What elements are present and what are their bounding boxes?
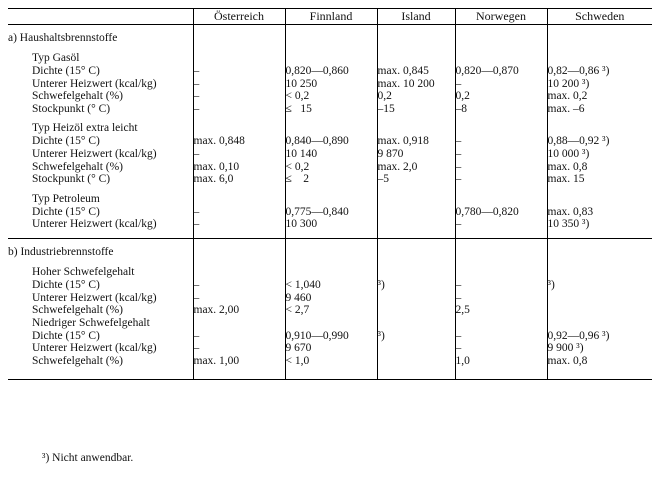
group-title-pad [285, 193, 377, 206]
spacer-cell [547, 45, 652, 52]
row-value: ≤ 15 [285, 103, 377, 116]
row-value: 10 200 ³) [547, 78, 652, 91]
group-title: Typ Gasöl [32, 52, 80, 64]
row-value: – [193, 103, 285, 116]
spacer-cell [455, 115, 547, 122]
row-value: 1,0 [455, 355, 547, 368]
row-value: 0,2 [455, 90, 547, 103]
spacer [8, 231, 652, 239]
group-title-row [8, 266, 652, 279]
table-row [8, 342, 652, 355]
group-title-pad [455, 266, 547, 279]
row-value: ≤ 2 [285, 173, 377, 186]
row-value: 0,92—0,96 ³) [547, 330, 652, 343]
row-value: – [193, 90, 285, 103]
group-title-pad [377, 52, 455, 65]
spacer-cell [377, 25, 455, 33]
table-bottom-border [8, 380, 652, 381]
row-value: – [455, 135, 547, 148]
spacer-cell [285, 45, 377, 52]
group-title-pad [377, 193, 455, 206]
section-title-a: a) Haushaltsbrennstoffe [8, 32, 118, 44]
row-value: max. 0,848 [193, 135, 285, 148]
row-value: – [455, 279, 547, 292]
group-title-pad [455, 122, 547, 135]
row-value: max. 15 [547, 173, 652, 186]
group-title: Typ Petroleum [32, 192, 100, 205]
group-title: Niedriger Schwefelgehalt [32, 316, 150, 329]
row-value: max. 0,918 [377, 135, 455, 148]
row-label: Stockpunkt (° C) [32, 173, 111, 186]
spacer-cell [193, 25, 285, 33]
row-value: max. 0,8 [547, 161, 652, 174]
footnote: ³) Nicht anwendbar. [42, 452, 134, 464]
row-value: max. 10 200 [377, 78, 455, 91]
row-value: – [193, 218, 285, 231]
group-title-pad [455, 52, 547, 65]
spacer [8, 239, 652, 246]
row-value: 0,82—0,86 ³) [547, 65, 652, 78]
spacer-cell [377, 45, 455, 52]
row-value: max. –6 [547, 103, 652, 116]
section-title-pad [455, 246, 547, 259]
group-title: Hoher Schwefelgehalt [32, 265, 135, 278]
divider-cell [377, 380, 455, 381]
table-row [8, 330, 652, 343]
header-cell-finnland: Finnland [285, 9, 377, 25]
row-value: ³) [547, 279, 652, 292]
group-title-pad [285, 122, 377, 135]
group-title-pad [285, 52, 377, 65]
row-value: < 1,040 [285, 279, 377, 292]
row-value: < 0,2 [285, 90, 377, 103]
table-row [8, 173, 652, 186]
table-row [8, 78, 652, 91]
header-cell-island: Island [377, 9, 455, 25]
row-value: – [193, 342, 285, 355]
spacer-cell [8, 259, 193, 266]
group-title-pad [377, 122, 455, 135]
spacer-cell [455, 45, 547, 52]
table-row [8, 304, 652, 317]
row-value: 10 140 [285, 148, 377, 161]
spacer-cell [285, 368, 377, 380]
row-value [547, 292, 652, 305]
group-title-pad [193, 193, 285, 206]
row-value: 9 870 [377, 148, 455, 161]
spacer-cell [8, 25, 193, 33]
group-title-pad [455, 193, 547, 206]
group-title-pad [547, 266, 652, 279]
section-title-pad [193, 32, 285, 45]
group-title-pad [377, 266, 455, 279]
row-value: < 0,2 [285, 161, 377, 174]
row-value: max. 0,10 [193, 161, 285, 174]
section-title-pad [455, 32, 547, 45]
table-row [8, 65, 652, 78]
row-value: ³) [377, 330, 455, 343]
spacer-cell [547, 239, 652, 246]
group-title-row [8, 317, 652, 330]
specification-table [8, 8, 652, 380]
row-label: Schwefelgehalt (%) [32, 304, 124, 317]
spacer-cell [377, 115, 455, 122]
spacer-cell [547, 231, 652, 239]
table-header-row [8, 9, 652, 25]
table-row [8, 279, 652, 292]
row-label: Stockpunkt (° C) [32, 102, 111, 115]
spacer-cell [193, 45, 285, 52]
row-label: Schwefelgehalt (%) [32, 90, 124, 103]
table-row [8, 135, 652, 148]
group-title-pad [547, 317, 652, 330]
row-value: – [193, 65, 285, 78]
section-title-row-b [8, 246, 652, 259]
row-value: 0,820—0,860 [285, 65, 377, 78]
row-value: ³) [377, 279, 455, 292]
spacer-cell [8, 368, 193, 380]
spacer-cell [547, 25, 652, 33]
group-title-pad [193, 317, 285, 330]
row-value: max. 0,83 [547, 206, 652, 219]
group-title-pad [285, 317, 377, 330]
row-value [377, 304, 455, 317]
row-value: 10 350 ³) [547, 218, 652, 231]
row-label: Unterer Heizwert (kcal/kg) [32, 342, 157, 355]
group-title-pad [547, 52, 652, 65]
row-value: – [455, 218, 547, 231]
spacer-cell [377, 186, 455, 193]
table-row [8, 103, 652, 116]
spacer-cell [547, 259, 652, 266]
row-label: Dichte (15° C) [32, 205, 100, 218]
row-value: – [455, 330, 547, 343]
table-row [8, 90, 652, 103]
row-value: 9 460 [285, 292, 377, 305]
row-value: – [193, 78, 285, 91]
section-title-pad [547, 32, 652, 45]
section-title-pad [285, 246, 377, 259]
group-title-pad [377, 317, 455, 330]
row-value: 10 000 ³) [547, 148, 652, 161]
spacer-cell [455, 259, 547, 266]
spacer-cell [455, 368, 547, 380]
spacer-cell [8, 115, 193, 122]
spacer-cell [193, 368, 285, 380]
spacer-cell [8, 186, 193, 193]
spacer-cell [285, 239, 377, 246]
row-label: Unterer Heizwert (kcal/kg) [32, 77, 157, 90]
spacer [8, 259, 652, 266]
header-cell-osterreich: Österreich [193, 9, 285, 25]
row-value: –8 [455, 103, 547, 116]
spacer-cell [547, 186, 652, 193]
row-value: 0,88—0,92 ³) [547, 135, 652, 148]
row-label: Dichte (15° C) [32, 329, 100, 342]
row-value: 0,780—0,820 [455, 206, 547, 219]
row-value: – [193, 292, 285, 305]
row-value: 10 300 [285, 218, 377, 231]
row-value: 10 250 [285, 78, 377, 91]
header-cell-schweden: Schweden [547, 9, 652, 25]
spacer-cell [285, 259, 377, 266]
row-value: < 2,7 [285, 304, 377, 317]
row-value: –5 [377, 173, 455, 186]
spacer-cell [455, 231, 547, 239]
row-label: Schwefelgehalt (%) [32, 354, 124, 367]
row-value: < 1,0 [285, 355, 377, 368]
row-label: Schwefelgehalt (%) [32, 160, 124, 173]
spacer-cell [377, 231, 455, 239]
spacer-cell [8, 45, 193, 52]
spacer [8, 25, 652, 33]
row-value: max. 2,00 [193, 304, 285, 317]
group-title-row [8, 122, 652, 135]
row-value: – [455, 342, 547, 355]
spacer-cell [193, 115, 285, 122]
spacer [8, 115, 652, 122]
row-value: – [193, 279, 285, 292]
table-row [8, 355, 652, 368]
group-title-pad [547, 122, 652, 135]
table-row [8, 218, 652, 231]
group-title: Typ Heizöl extra leicht [32, 122, 138, 135]
table-row [8, 161, 652, 174]
spacer-cell [193, 186, 285, 193]
divider-cell [193, 380, 285, 381]
row-value [377, 342, 455, 355]
row-value: 0,2 [377, 90, 455, 103]
row-value: max. 1,00 [193, 355, 285, 368]
row-value: – [455, 173, 547, 186]
row-value: max. 0,845 [377, 65, 455, 78]
divider-cell [285, 380, 377, 381]
row-value: max. 6,0 [193, 173, 285, 186]
row-value [547, 304, 652, 317]
row-value: 0,775—0,840 [285, 206, 377, 219]
row-value: – [455, 148, 547, 161]
section-title-pad [377, 32, 455, 45]
spacer-cell [455, 186, 547, 193]
row-value: 0,840—0,890 [285, 135, 377, 148]
spacer [8, 368, 652, 380]
section-title-pad [547, 246, 652, 259]
group-title-row [8, 193, 652, 206]
section-title-b: b) Industriebrennstoffe [8, 245, 114, 258]
table-row [8, 292, 652, 305]
group-title-pad [455, 317, 547, 330]
group-title-pad [193, 122, 285, 135]
row-value: – [455, 78, 547, 91]
row-value: max. 2,0 [377, 161, 455, 174]
spacer-cell [193, 231, 285, 239]
spacer-cell [285, 115, 377, 122]
table-row [8, 148, 652, 161]
spacer-cell [377, 239, 455, 246]
spacer-cell [285, 186, 377, 193]
spacer-cell [8, 239, 193, 246]
section-title-pad [193, 246, 285, 259]
row-value: 2,5 [455, 304, 547, 317]
group-title-pad [285, 266, 377, 279]
spacer-cell [455, 25, 547, 33]
group-title-row [8, 52, 652, 65]
row-value: 0,910—0,990 [285, 330, 377, 343]
spacer-cell [377, 259, 455, 266]
spacer-cell [377, 368, 455, 380]
group-title-pad [547, 193, 652, 206]
row-value [377, 218, 455, 231]
row-label: Unterer Heizwert (kcal/kg) [32, 291, 157, 304]
row-value: – [455, 161, 547, 174]
spacer-cell [193, 239, 285, 246]
spacer [8, 186, 652, 193]
row-value: 9 670 [285, 342, 377, 355]
spacer-cell [8, 231, 193, 239]
row-value [377, 355, 455, 368]
row-value [377, 206, 455, 219]
table-row [8, 206, 652, 219]
section-title-pad [285, 32, 377, 45]
row-label: Unterer Heizwert (kcal/kg) [32, 218, 157, 231]
row-value: – [193, 206, 285, 219]
header-cell-norwegen: Norwegen [455, 9, 547, 25]
row-value: – [193, 330, 285, 343]
section-title-row-a [8, 32, 652, 45]
spacer-cell [193, 259, 285, 266]
row-value: 9 900 ³) [547, 342, 652, 355]
row-value: – [455, 292, 547, 305]
spacer-cell [285, 231, 377, 239]
divider-cell [547, 380, 652, 381]
divider-cell [455, 380, 547, 381]
row-label: Unterer Heizwert (kcal/kg) [32, 147, 157, 160]
row-value: – [193, 148, 285, 161]
spacer [8, 45, 652, 52]
row-label: Dichte (15° C) [32, 65, 100, 77]
row-value: 0,820—0,870 [455, 65, 547, 78]
divider-cell [8, 380, 193, 381]
row-value [377, 292, 455, 305]
row-value: –15 [377, 103, 455, 116]
group-title-pad [193, 266, 285, 279]
spacer-cell [547, 368, 652, 380]
row-value: max. 0,2 [547, 90, 652, 103]
header-cell-empty [8, 9, 193, 25]
spacer-cell [547, 115, 652, 122]
spacer-cell [285, 25, 377, 33]
row-label: Dichte (15° C) [32, 135, 100, 148]
group-title-pad [193, 52, 285, 65]
row-value: max. 0,8 [547, 355, 652, 368]
spacer-cell [455, 239, 547, 246]
section-title-pad [377, 246, 455, 259]
row-label: Dichte (15° C) [32, 278, 100, 291]
